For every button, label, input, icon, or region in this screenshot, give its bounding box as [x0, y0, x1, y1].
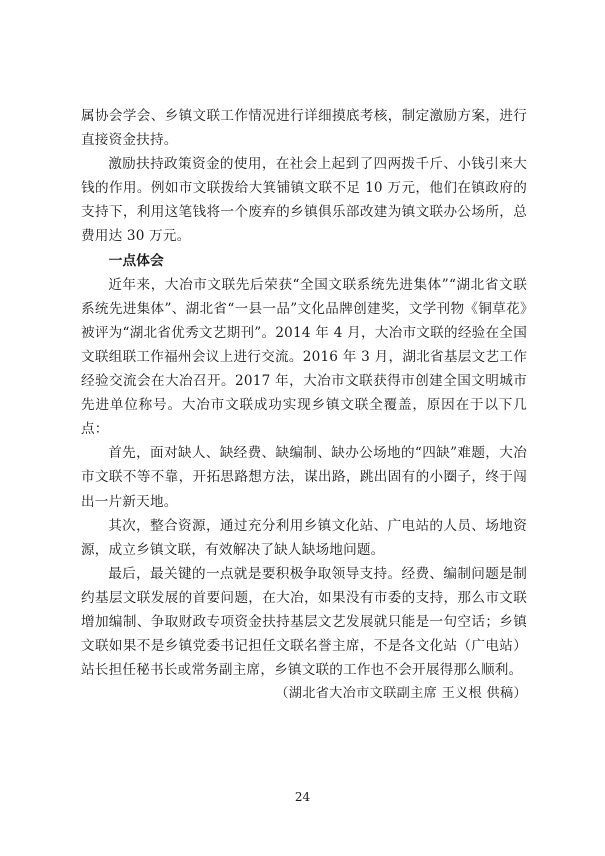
source-attribution: （湖北省大冶市文联副主席 王义根 供稿）: [275, 686, 527, 702]
page-number: 24: [294, 790, 311, 804]
section-heading: 一点体会: [108, 252, 164, 269]
paragraph-first-point: 首先，面对缺人、缺经费、缺编制、缺办公场地的“四缺”难题，大冶市文联不等不靠，开拓思路想方法，谋出路，跳出固有的小圈子，终于闯出一片新天地。: [81, 445, 527, 510]
paragraph-continued: 属协会学会、乡镇文联工作情况进行详细摸底考核，制定激励方案，进行直接资金扶持。: [81, 108, 527, 149]
paragraph-incentive-funds: 激励扶持政策资金的使用，在社会上起到了四两拨千斤、小钱引来大钱的作用。例如市文联拨给大箕铺镇文联不足 10 万元，他们在镇政府的支持下，利用这笔钱将一个废弃的乡镇俱乐部改建为镇文联办公场所，总费用达 30 万元。: [81, 156, 527, 245]
paragraph-third-point: 最后，最关键的一点就是要积极争取领导支持。经费、编制问题是制约基层文联发展的首要问题，在大冶，如果没有市委的支持，那么市文联增加编制、争取财政专项资金扶持基层文艺发展就只能是一句空话；乡镇文联如果不是乡镇党委书记担任文联名誉主席，不是各文化站（广电站）站长担任秘书长或常务副主席，乡镇文联的工作也不会开展得那么顺利。: [81, 565, 527, 679]
paragraph-second-point: 其次，整合资源，通过充分利用乡镇文化站、广电站的人员、场地资源，成立乡镇文联，有效解决了缺人缺场地问题。: [81, 517, 527, 558]
page-content: [81, 104, 527, 706]
paragraph-achievements: 近年来，大冶市文联先后荣获“全国文联系统先进集体”“湖北省文联系统先进集体”、湖北省“一县一品”文化品牌创建奖，文学刊物《铜草花》被评为“湖北省优秀文艺期刊”。2014 年 4 月，大冶市文联的经验在全国文联组联工作福州会议上进行交流。2016 年 3 月，湖北省基层文艺工作经验交流会在大冶召开。2017 年，大冶市文联获得市创建全国文明城市先进单位称号。大冶市文联成功实现乡镇文联全覆盖，原因在于以下几点：: [81, 276, 527, 438]
